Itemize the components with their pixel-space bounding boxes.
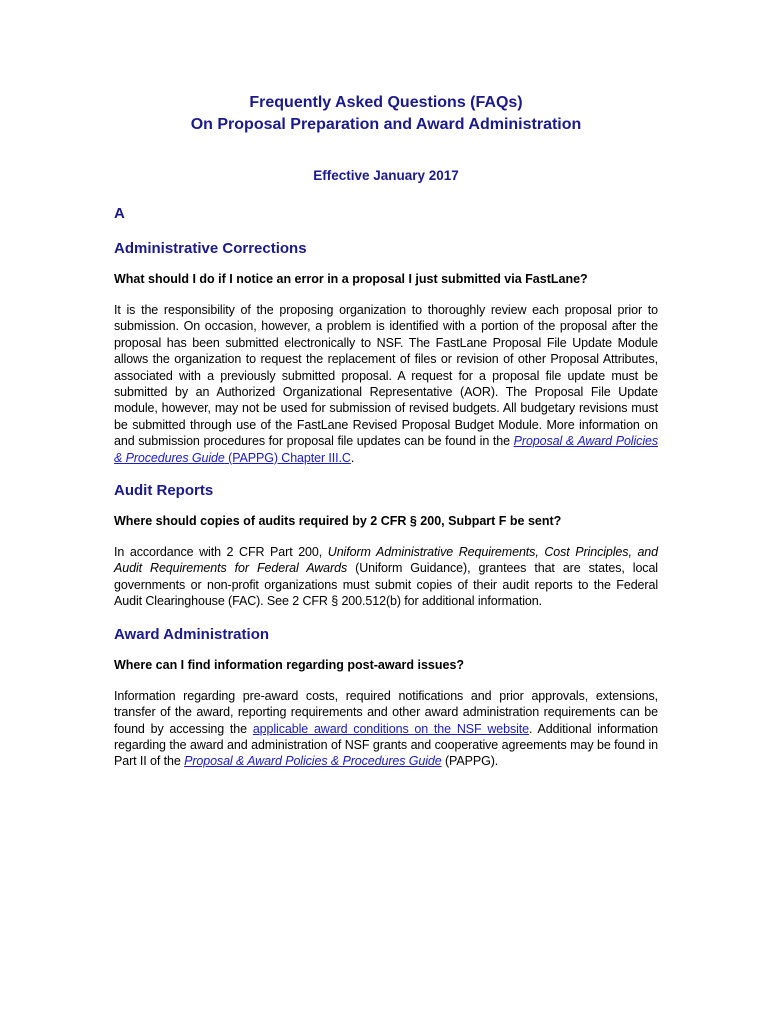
pappg-link-italic[interactable]: Proposal & Award Policies & Procedures Guide (184, 754, 442, 769)
faq-answer (114, 688, 658, 770)
pappg-link-chapter[interactable]: (PAPPG) Chapter III.C (224, 450, 351, 465)
answer-text: It is the responsibility of the proposing organization to thoroughly review each proposal prior to submission. On occasion, however, a problem is identified with a portion of the proposal after the proposal has been submitted electronically to NSF. The FastLane Proposal File Update Module allows the organization to request the replacement of files or revision of other Proposal Attributes, associated with a previously submitted proposal. A request for a proposal file update must be submitted by an Authorized Organizational Representative (AOR). The Proposal File Update module, however, may not be used for submission of revised budgets. All budgetary revisions must be submitted through use of the FastLane Revised Proposal Budget Module. More information on and submission procedures for proposal file updates can be found in the (114, 303, 658, 449)
faq-answer (114, 302, 658, 466)
section-heading-administrative-corrections: Administrative Corrections (114, 240, 307, 257)
document-title (114, 92, 658, 136)
index-letter: A (114, 205, 125, 222)
answer-end: . (350, 450, 355, 465)
effective-date: Effective January 2017 (313, 168, 459, 183)
title-line-2: On Proposal Preparation and Award Administration (190, 116, 582, 133)
answer-text: In accordance with 2 CFR Part 200, (114, 545, 328, 560)
faq-question: Where should copies of audits required by 2 CFR § 200, Subpart F be sent? (114, 514, 562, 529)
pappg-link-italic[interactable]: Proposal & Award Policies & Procedures Guide (114, 434, 658, 465)
faq-question: Where can I find information regarding post-award issues? (114, 657, 465, 672)
answer-text: Information regarding pre-award costs, required notifications and prior approvals, extensions, transfer of the award, reporting requirements and other award administration requirements can be found by accessing the (114, 688, 658, 736)
section-heading-audit-reports: Audit Reports (114, 482, 214, 500)
section-heading-award-administration: Award Administration (114, 625, 270, 643)
answer-text: . Additional information regarding the award and administration of NSF grants and cooperative agreements may be found in Part II of the (114, 721, 658, 769)
award-conditions-link[interactable]: applicable award conditions on the NSF website (252, 721, 530, 736)
uniform-guidance-title: Uniform Administrative Requirements, Cost Principles, and Audit Requirements for Federal Awards (114, 545, 658, 576)
faq-question: What should I do if I notice an error in a proposal I just submitted via FastLane? (114, 272, 588, 286)
answer-text: (PAPPG). (441, 754, 499, 769)
answer-text: (Uniform Guidance), grantees that are states, local governments or non-profit organizations must submit copies of their audit reports to the Federal Audit Clearinghouse (FAC). See 2 CFR § 200.512(b) for additional information. (114, 561, 658, 609)
title-line-1: Frequently Asked Questions (FAQs) (249, 94, 523, 111)
document-page (114, 92, 658, 770)
faq-answer (114, 544, 658, 610)
pappg-link[interactable] (184, 754, 442, 768)
